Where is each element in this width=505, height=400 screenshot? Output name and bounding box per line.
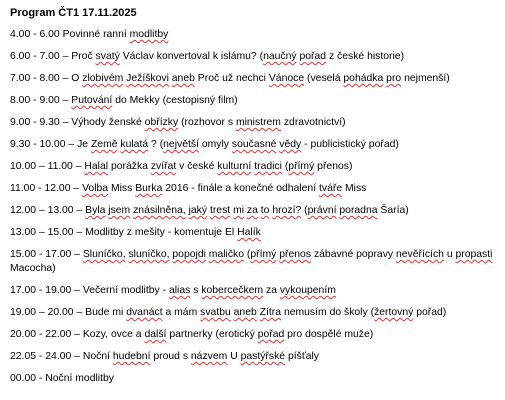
spellcheck-underline: maličko [208, 249, 245, 260]
spellcheck-underline: to [260, 205, 270, 216]
spellcheck-underline: pro [386, 73, 402, 84]
schedule-item: 19.00 – 20.00 – Bude mi dvanáct a mám svatbu aneb Zítra nemusím do školy (žertovný pořad) [10, 307, 447, 318]
spellcheck-underline: přímý [250, 249, 277, 260]
spellcheck-underline: pořad [299, 51, 327, 62]
spellcheck-underline: znásilněna, [133, 205, 186, 216]
spellcheck-underline: obřízky [144, 117, 179, 128]
spellcheck-underline: pohádka [343, 73, 384, 84]
spellcheck-underline: trest [209, 205, 231, 216]
spellcheck-underline: kulturní [217, 161, 252, 172]
spellcheck-underline: přenos [279, 249, 312, 260]
schedule-item: 20.00 - 22.00 – Kozy, ovce a další partnerky (erotický pořad pro dospělé muže) [10, 329, 374, 340]
spellcheck-underline: popojdi [172, 249, 206, 260]
spellcheck-underline: Putování [71, 95, 113, 106]
spellcheck-underline: Byla [85, 205, 106, 216]
spellcheck-underline: kobercečkem [201, 285, 264, 296]
schedule-item: 4.00 - 6.00 Povinné ranní modlitby [10, 29, 169, 40]
spellcheck-underline: mi [233, 205, 245, 216]
schedule-item: 8.00 - 9.00 – Putování do Mekky (cestopisný film) [10, 95, 238, 106]
spellcheck-underline: alias [168, 285, 191, 296]
spellcheck-underline: Burka [135, 183, 163, 194]
spellcheck-underline: ministrem [235, 117, 281, 128]
spellcheck-underline: Ježíškovi [126, 73, 169, 84]
spellcheck-underline: sluníčko, [128, 249, 170, 260]
spellcheck-underline: vědy [279, 139, 302, 150]
schedule-item: 12.00 – 13.00 – Byla jsem znásilněna, jaký trest mi za to hrozí? (právní poradna Šaría) [10, 205, 409, 216]
schedule-item: 17.00 - 19.00 – Večerní modlitby - alias s kobercečkem za vykoupením [10, 285, 336, 296]
spellcheck-underline: tváře [319, 183, 343, 194]
schedule-item: 13.00 – 15.00 – Modlitby z mešity - komentuje El Halík [10, 227, 261, 238]
page-title: Program ČT1 17.11.2025 [10, 7, 137, 19]
spellcheck-underline: největší [163, 139, 199, 150]
spellcheck-underline: dvanáct [126, 307, 163, 318]
spellcheck-underline: zlobivém [82, 73, 124, 84]
schedule-item: 9.00 - 9.30 – Výhody ženské obřízky (rozhovor s ministrem zdravotnictví) [10, 117, 346, 128]
schedule-item: 15.00 - 17.00 – Sluníčko, sluníčko, popojdi maličko (přímý přenos zábavné popravy nevěřících u propasti Macocha) [10, 249, 493, 274]
spellcheck-underline: další [144, 329, 167, 340]
spellcheck-underline: názvem [190, 351, 228, 362]
spellcheck-underline: Zítra [259, 307, 282, 318]
schedule-item: 10.00 – 11.00 – Halal porážka zvířat v české kulturní tradici (přímý přenos) [10, 161, 353, 172]
spellcheck-underline: propasti [455, 249, 493, 260]
spellcheck-underline: svatý [95, 51, 120, 62]
spellcheck-underline: pastýřské [240, 351, 286, 362]
schedule-item: 22.05 - 24.00 – Noční hudební proud s názvem U pastýřské píšťaly [10, 351, 319, 362]
spellcheck-underline: Halal [84, 161, 109, 172]
schedule-item: 9.30 - 10.00 – Je Země kulatá ? (největší omyly současné vědy - publicistický pořad) [10, 139, 399, 150]
spellcheck-underline: Vánoce [268, 73, 305, 84]
spellcheck-underline: Sluníčko, [82, 249, 126, 260]
spellcheck-underline: jaký [188, 205, 208, 216]
schedule-item: 6.00 - 7.00 – Proč svatý Václav konvertoval k islámu? (naučný pořad z české historie) [10, 51, 405, 62]
spellcheck-underline: současné [231, 139, 277, 150]
spellcheck-underline: nevěřících [395, 249, 444, 260]
spellcheck-underline: kulatá [120, 139, 149, 150]
spellcheck-underline: poradna [339, 205, 378, 216]
spellcheck-underline: žertovný [374, 307, 414, 318]
spellcheck-underline: přímý [288, 161, 315, 172]
spellcheck-underline: svatbu [200, 307, 231, 318]
spellcheck-underline: Volba [82, 183, 109, 194]
spellcheck-underline: pořad [257, 329, 285, 340]
spellcheck-underline: za [246, 205, 258, 216]
schedule-item: 11.00 - 12.00 – Volba Miss Burka 2016 - finále a konečné odhalení tváře Miss [10, 183, 367, 194]
spellcheck-underline: zvířat [150, 161, 177, 172]
spellcheck-underline: jsem [108, 205, 131, 216]
document-body [10, 6, 500, 394]
spellcheck-underline: Halík [237, 227, 261, 238]
spellcheck-underline: hrozí? [272, 205, 302, 216]
spellcheck-underline: vykoupením [279, 285, 336, 296]
spellcheck-underline: právní [307, 205, 337, 216]
schedule-item: 00.00 - Noční modlitby [10, 373, 114, 384]
spellcheck-underline: tradici [254, 161, 282, 172]
spellcheck-underline: aneb [171, 73, 195, 84]
spellcheck-underline: naučný [263, 51, 297, 62]
schedule-item: 7.00 - 8.00 – O zlobivém Ježíškovi aneb Proč už nechci Vánoce (veselá pohádka pro nejmenší) [10, 73, 450, 84]
spellcheck-underline: hudební [112, 351, 151, 362]
spellcheck-underline: modlitby [129, 29, 169, 40]
spellcheck-underline: aneb [233, 307, 257, 318]
spellcheck-underline: Země [90, 139, 118, 150]
